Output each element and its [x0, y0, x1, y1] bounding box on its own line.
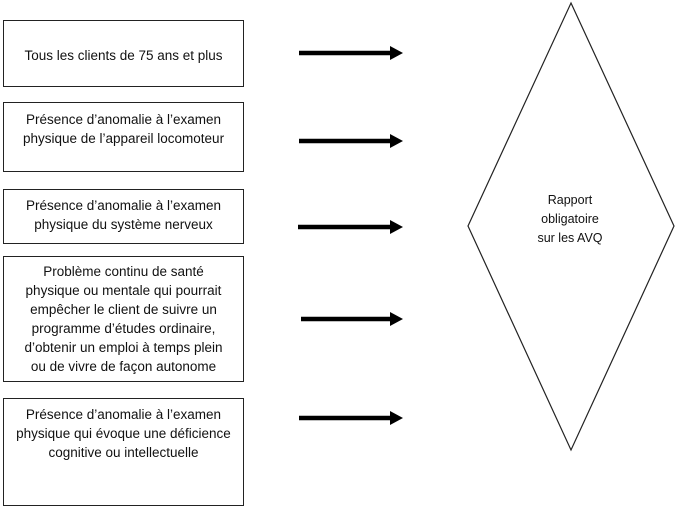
arrow-cognitive — [299, 411, 403, 425]
criterion-text-chronic-health: Problème continu de santé physique ou mentale qui pourrait empêcher le client de suivre un programme d’études ordinaire, d’obtenir un emploi à temps plein ou de vivre de façon autonome — [24, 264, 223, 374]
criterion-text-cognitive: Présence d’anomalie à l’examen physique qui évoque une déficience cognitive ou intellectuelle — [16, 407, 231, 460]
criterion-text-locomotor: Présence d’anomalie à l’examen physique de l’appareil locomoteur — [22, 112, 225, 146]
criterion-text-age: Tous les clients de 75 ans et plus — [24, 48, 223, 63]
arrow-age — [299, 46, 403, 60]
criterion-text-nervous-system: Présence d’anomalie à l’examen physique du système nerveux — [25, 198, 222, 232]
arrow-chronic-health — [301, 312, 403, 326]
arrow-nervous-system — [298, 220, 403, 234]
arrow-locomotor — [299, 134, 403, 148]
decision-label: Rapport obligatoire sur les AVQ — [537, 193, 603, 245]
